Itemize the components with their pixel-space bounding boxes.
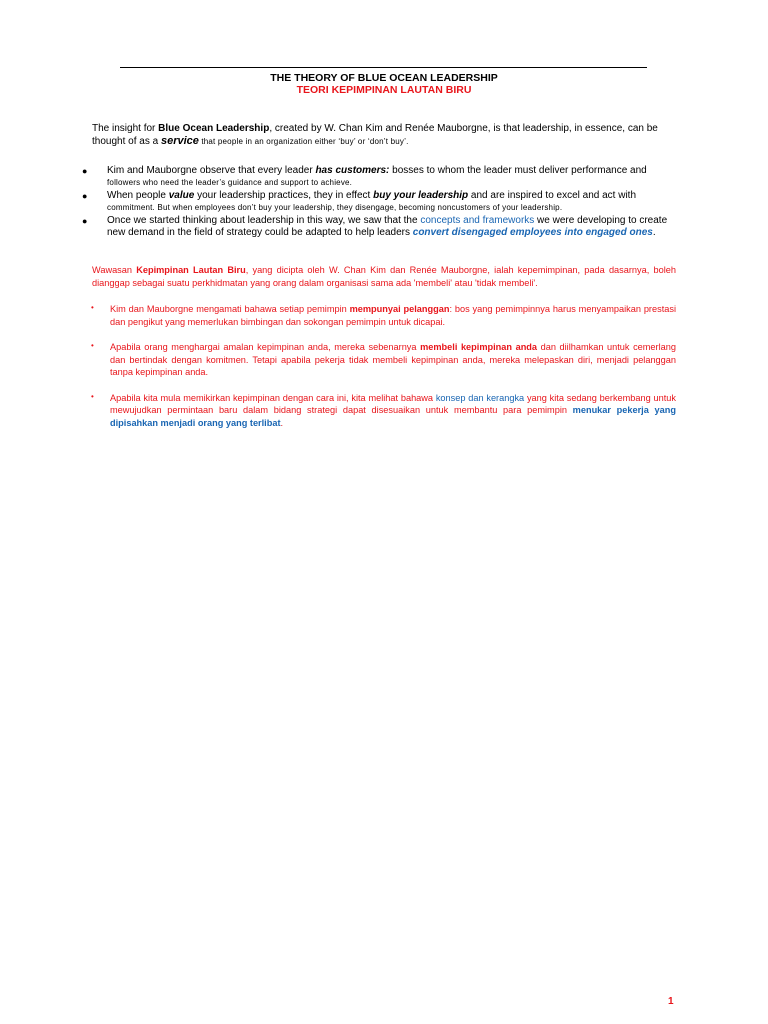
list-item: • Apabila kita mula memikirkan kepimpinan dengan cara ini, kita melihat bahawa konsep dan kerangka yang kita sedang berkembang untuk mewujudkan permintaan baru dalam bidang strategi dapat disesuaikan untuk membantu para pemimpin menukar pekerja yang dipisahkan menjadi orang yang terlibat. (91, 391, 676, 428)
blue-ocean-leadership-term: Blue Ocean Leadership (158, 123, 270, 134)
bullet-icon: ● (82, 166, 88, 176)
bullet-icon: • (91, 391, 94, 401)
list-item: ● When people value your leadership practices, they in effect buy your leadership and are inspired to excel and act with commitment. But when employees don’t buy your leadership, they disengage, becoming noncustomers of your leadership. (82, 190, 637, 212)
english-intro-paragraph: The insight for Blue Ocean Leadership, created by W. Chan Kim and Renée Mauborgne, is that leadership, in essence, can be thought of as a service that people in an organization either ‘buy’ or ‘don’t buy’. (92, 123, 658, 147)
list-item: • Apabila orang menghargai amalan kepimpinan anda, mereka sebenarnya membeli kepimpinan anda dan diilhamkan untuk cemerlang dan bertindak dengan komitmen. Tetapi apabila pekerja tidak membeli kepimpinan anda, mereka melepaskan diri, menjadi pelanggan tanpa kepimpinan anda. (91, 341, 676, 377)
list-item: ● Kim and Mauborgne observe that every leader has customers: bosses to whom the leader must deliver performance and followers who need the leader’s guidance and support to achieve. (82, 165, 647, 187)
bullet-icon: • (91, 303, 94, 312)
top-rule (120, 67, 647, 68)
page-subtitle: TEORI KEPIMPINAN LAUTAN BIRU (296, 84, 472, 96)
malay-bullet-list (90, 303, 676, 442)
bullet-icon: • (91, 341, 94, 350)
page-title: THE THEORY OF BLUE OCEAN LEADERSHIP (270, 72, 498, 84)
list-item: • Kim dan Mauborgne mengamati bahawa setiap pemimpin mempunyai pelanggan: bos yang pemimpinnya harus menyampaikan prestasi dan pengikut yang memerlukan bimbingan dan sokongan pemimpin untuk dicapai. (91, 303, 676, 327)
page-number: 1 (668, 996, 674, 1007)
list-item: ● Once we started thinking about leadership in this way, we saw that the concepts and frameworks we were developing to create new demand in the field of strategy could be adapted to help leaders convert disengaged employees into engaged ones. (82, 215, 668, 238)
english-bullet-list (80, 165, 680, 240)
bullet-icon: ● (82, 191, 88, 201)
bullet-icon: ● (82, 216, 88, 226)
malay-intro-paragraph: Wawasan Kepimpinan Lautan Biru, yang dicipta oleh W. Chan Kim dan Renée Mauborgne, ialah kepemimpinan, pada dasarnya, boleh dianggap sebagai suatu perkhidmatan yang orang dalam organisasi sama ada 'membeli' atau 'tidak membeli'. (92, 265, 676, 288)
service-term: service (160, 135, 199, 147)
